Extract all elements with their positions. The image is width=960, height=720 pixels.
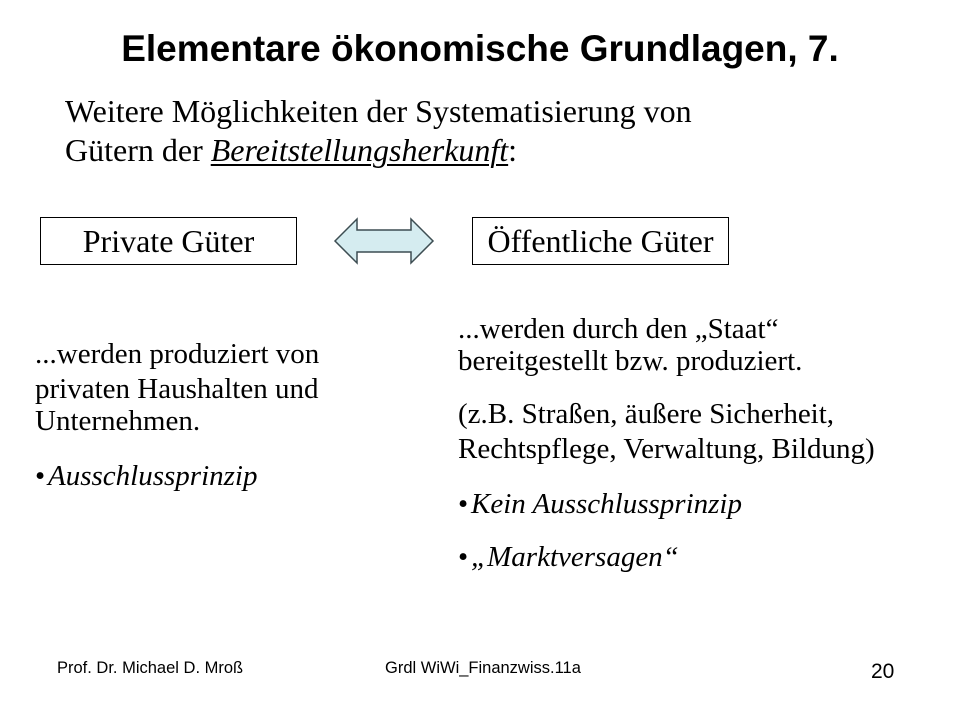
double-arrow-icon [334, 218, 434, 264]
footer-author: Prof. Dr. Michael D. Mroß [57, 659, 244, 677]
private-goods-bullet-1 [35, 459, 257, 493]
intro-line-2-prefix: Gütern der [65, 132, 211, 168]
public-goods-example-line-2: Rechtspflege, Verwaltung, Bildung) [458, 433, 875, 465]
private-goods-box [40, 217, 297, 265]
public-goods-bullet-1 [458, 487, 742, 521]
bullet-icon [458, 540, 471, 574]
private-goods-bullet-text: Ausschlussprinzip [48, 460, 258, 492]
public-goods-bullet-text-1: Kein Ausschlussprinzip [471, 488, 742, 520]
private-goods-label: Private Güter [82, 223, 255, 259]
bullet-icon [35, 459, 48, 493]
private-goods-description-line-3: Unternehmen. [35, 405, 201, 437]
public-goods-box [472, 217, 729, 265]
intro-line-2 [65, 131, 517, 170]
double-arrow-shape [335, 219, 433, 263]
double-arrow-group [335, 219, 433, 263]
intro-line-2-suffix: : [508, 132, 518, 168]
public-goods-bullet-2 [458, 540, 679, 574]
footer-course: Grdl WiWi_Finanzwiss.11a [385, 659, 581, 677]
page-number: 20 [871, 660, 895, 683]
intro-emphasis-term: Bereitstellungsherkunft [210, 132, 509, 168]
public-goods-bullet-text-2: „Marktversagen“ [471, 541, 679, 573]
private-goods-description-line-1: ...werden produziert von [35, 338, 320, 370]
bullet-icon [458, 487, 471, 521]
public-goods-label: Öffentliche Güter [487, 223, 714, 259]
intro-line-1: Weitere Möglichkeiten der Systematisierung von [65, 93, 692, 129]
public-goods-description-line-1: ...werden durch den „Staat“ [458, 313, 779, 345]
slide-title: Elementare ökonomische Grundlagen, 7. [121, 28, 839, 69]
public-goods-example-line-1: (z.B. Straßen, äußere Sicherheit, [458, 398, 835, 430]
public-goods-description-line-2: bereitgestellt bzw. produziert. [458, 345, 803, 377]
private-goods-description-line-2: privaten Haushalten und [35, 373, 319, 405]
